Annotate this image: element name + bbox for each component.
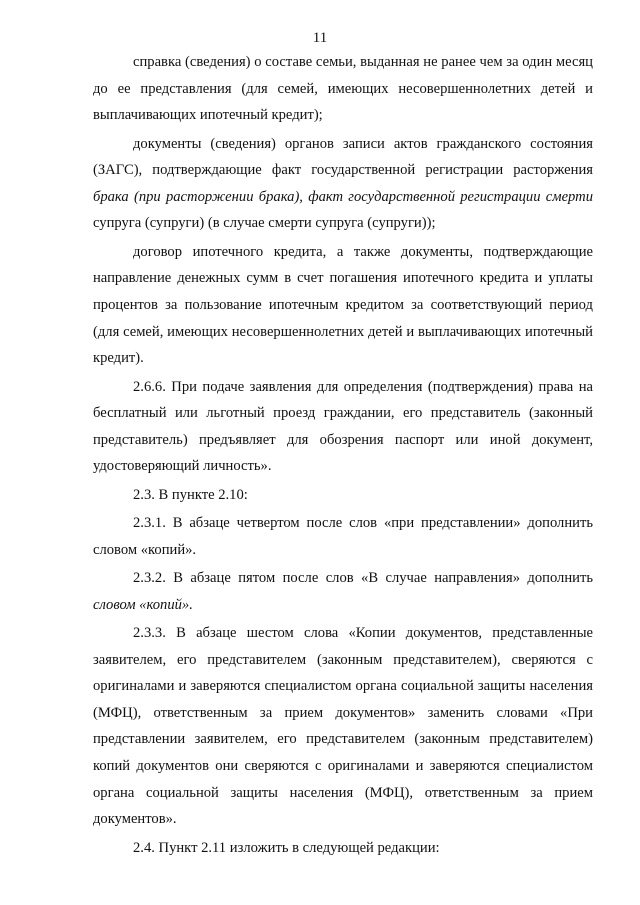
- document-body: [93, 49, 593, 861]
- paragraph-mortgage-contract: договор ипотечного кредита, а также документы, подтверждающие направление денежных сумм в счет погашения ипотечного кредита и уплаты процентов за пользование ипотечным кредитом за соответствующий период (для семей, имеющих несовершеннолетних детей и выплачивающих ипотечный кредит).: [93, 243, 593, 367]
- paragraph-italic-text: брака (при расторжении брака), факт государственной регистрации смерти: [93, 188, 593, 205]
- paragraph-family-certificate: справка (сведения) о составе семьи, выданная не ранее чем за один месяц до ее представления (для семей, имеющих несовершеннолетних детей и выплачивающих ипотечный кредит);: [93, 54, 593, 124]
- paragraph-text: супруга (супруги) (в случае смерти супруга (супруги));: [93, 215, 436, 232]
- page-number: 11: [312, 30, 328, 46]
- paragraph-2-3: 2.3. В пункте 2.10:: [133, 486, 248, 503]
- paragraph-text: 2.3.2. В абзаце пятом после слов «В случае направления» дополнить: [133, 570, 593, 587]
- paragraph-2-4: 2.4. Пункт 2.11 изложить в следующей редакции:: [133, 839, 440, 856]
- paragraph-text: документы (сведения) органов записи актов гражданского состояния (ЗАГС), подтверждающие факт государственной регистрации расторжения: [93, 135, 593, 179]
- paragraph-zags-documents: [93, 131, 593, 237]
- paragraph-2-3-3: 2.3.3. В абзаце шестом слова «Копии документов, представленные заявителем, его представителем (законным представителем), сверяются с оригиналами и заверяются специалистом органа социальной защиты населения (МФЦ), ответственным за прием документов» заменить словами «При представлении заявителем, его представителем (законным представителем) копий документов они сверяются с оригиналами и заверяются специалистом органа социальной защиты населения (МФЦ), ответственным за прием документов».: [93, 625, 593, 828]
- paragraph-2-3-1: 2.3.1. В абзаце четвертом после слов «при представлении» дополнить словом «копий».: [93, 515, 593, 558]
- paragraph-italic-text: словом «копий».: [93, 596, 193, 613]
- paragraph-2-3-2: [93, 565, 593, 618]
- paragraph-2-6-6: 2.6.6. При подаче заявления для определения (подтверждения) права на бесплатный или льготный проезд граждании, его представитель (законный представитель) предъявляет для обозрения паспорт или иной документ, удостоверяющий личность».: [93, 378, 593, 475]
